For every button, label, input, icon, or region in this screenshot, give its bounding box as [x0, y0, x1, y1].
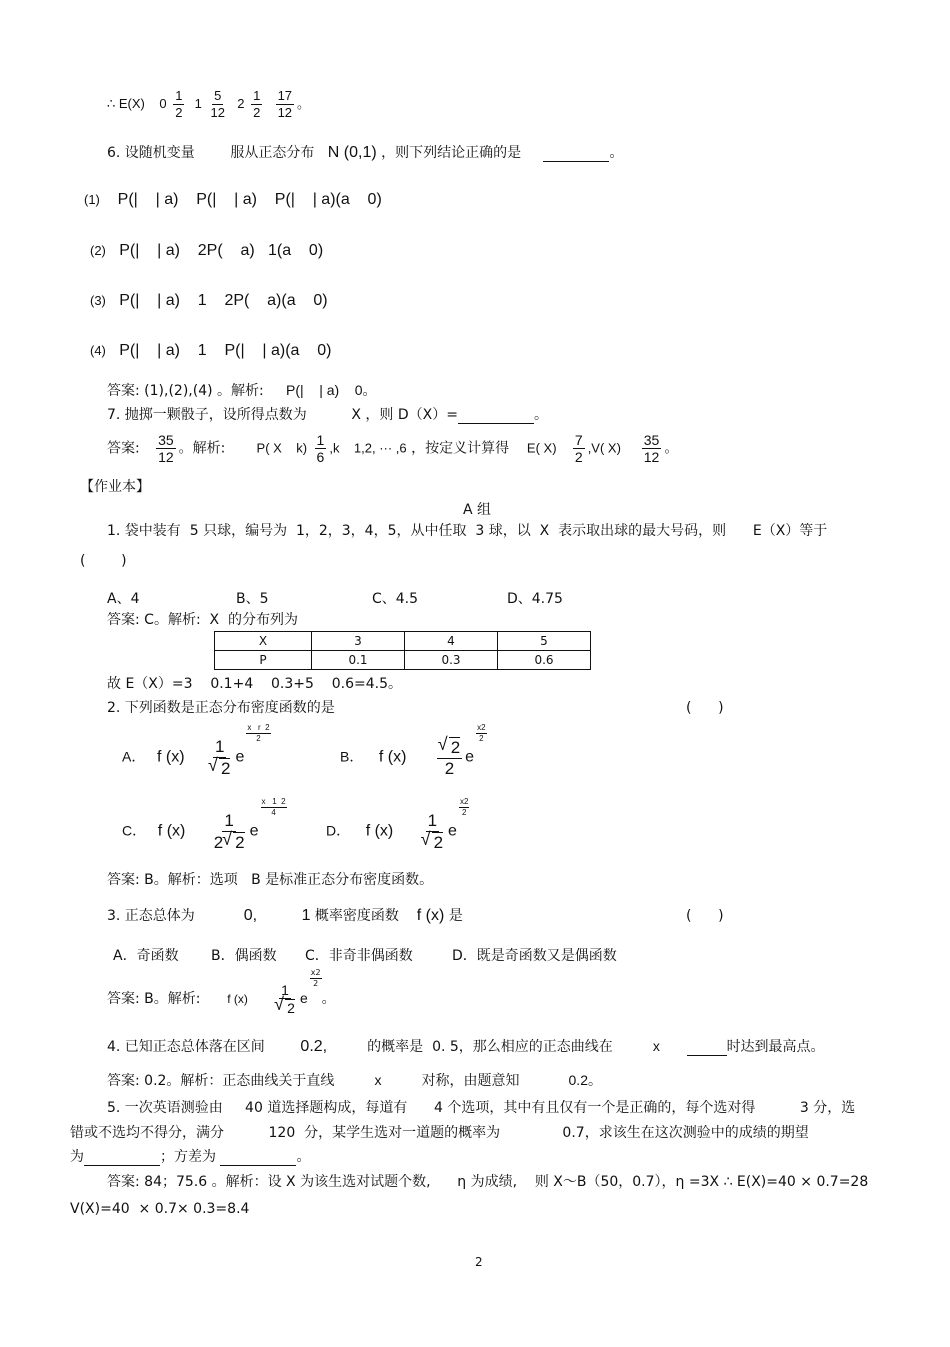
- fraction: $\frac{35}{12}$: [643, 432, 660, 465]
- h1-conclusion: 故 E（X）=3 0.1+4 0.3+5 0.6=4.5。: [107, 676, 402, 692]
- text: 。: [533, 407, 548, 423]
- text: 的概率是 0. 5，那么相应的正态曲线在: [367, 1039, 613, 1055]
- h1-choice-b: B、5: [236, 591, 269, 607]
- h3-choice-b: B．偶函数: [211, 948, 277, 964]
- text: 3. 正态总体为: [107, 908, 195, 924]
- fraction: $\frac{1}{6}$: [316, 432, 325, 465]
- text: 答案: 0.2。解析：正态曲线关于直线: [107, 1073, 335, 1089]
- h5-answer-1: 答案: 84；75.6 。解析：设 X 为该生选对试题个数, η 为成绩, 则 X～B（50，0.7），η =3X ∴ E(X)=40 × 0.7=28: [107, 1174, 869, 1190]
- text: e: [235, 748, 245, 766]
- h2-answer: 答案: B。解析：选项 B 是标准正态分布密度函数。: [107, 872, 434, 888]
- h1-answer: 答案: C。解析: X 的分布列为: [107, 612, 299, 628]
- fraction: $\frac{5}{12}$: [210, 88, 225, 120]
- text: 。: [609, 145, 624, 161]
- text: 答案:: [107, 440, 140, 457]
- text: e: [249, 822, 259, 840]
- text: 2: [237, 95, 245, 111]
- exponent: $\frac{x 1 2}{4}$: [261, 797, 286, 817]
- text: P(| | a) P(| | a) P(| | a)(a 0): [117, 191, 382, 208]
- answer-blank: [687, 1041, 727, 1056]
- fraction: $\frac{7}{2}$: [574, 432, 583, 465]
- text: ，则下列结论正确的是: [381, 145, 522, 161]
- table-cell: 0.3: [405, 651, 498, 670]
- exponent: $\frac{x2}{2}$: [459, 797, 469, 817]
- answer-blank: [543, 147, 609, 162]
- section-title: 【作业本】: [80, 479, 150, 495]
- fraction: √ $\frac{2}{2}$: [437, 737, 462, 779]
- exponent: $\frac{\text{x r 2}}{2}$: [247, 723, 270, 743]
- h3-answer: [107, 968, 336, 1016]
- text: ，按定义计算得: [411, 440, 510, 457]
- fraction: 1 √ 2: [273, 982, 297, 1016]
- h1-choice-a: A、4: [107, 591, 140, 607]
- h4-answer: [107, 1071, 602, 1090]
- homework-5-line-3: [70, 1148, 310, 1166]
- h2-option-b: [340, 723, 487, 779]
- text: (3): [90, 293, 106, 308]
- text: X: [351, 407, 361, 423]
- q7-answer: [107, 432, 678, 465]
- h2-option-a: [122, 723, 271, 779]
- text: 概率密度函数: [314, 908, 399, 924]
- text: 4. 已知正态总体落在区间: [107, 1039, 265, 1055]
- text: 。解析:: [178, 440, 226, 457]
- text: 服从正态分布: [230, 145, 315, 161]
- q6-answer: [107, 381, 377, 400]
- homework-2: 2. 下列函数是正态分布密度函数的是: [107, 700, 335, 716]
- text: 。: [362, 383, 377, 399]
- text: C．: [122, 822, 147, 839]
- h1-choice-c: C、4.5: [372, 591, 419, 607]
- page-number: 2: [475, 1255, 483, 1269]
- text: 1: [194, 95, 202, 111]
- text: N (0,1): [327, 144, 377, 161]
- table-cell: 3: [312, 632, 405, 651]
- fraction: $\frac{17}{12}$: [277, 88, 293, 120]
- text: 是: [448, 908, 463, 924]
- homework-3: [107, 907, 463, 925]
- homework-3-paren: ( ): [686, 908, 724, 924]
- text: 答案: B。解析:: [107, 991, 201, 1007]
- text: f (x): [157, 748, 185, 766]
- text: (1): [84, 192, 100, 207]
- text: 6. 设随机变量: [107, 145, 195, 161]
- text: D．: [326, 822, 351, 839]
- text: E( X): [526, 440, 557, 456]
- text: B．: [340, 748, 364, 765]
- q6-option-4: [90, 342, 331, 360]
- table-row: [215, 632, 591, 651]
- text: P(| | a) 1 2P( a)(a 0): [119, 292, 328, 309]
- text: P(| | a) 2P( a) 1(a 0): [119, 242, 324, 259]
- text: 。: [297, 95, 311, 111]
- text: f (x): [365, 822, 394, 840]
- q6-option-3: [90, 292, 328, 310]
- answer-blank: [84, 1151, 160, 1166]
- homework-4: [107, 1037, 825, 1056]
- homework-5-line-1: 5. 一次英语测验由 40 道选择题构成，每道有 4 个选项，其中有且仅有一个是正确的，每个选对得 3 分，选: [107, 1100, 856, 1116]
- table-cell: 0.6: [498, 651, 591, 670]
- homework-1-paren: ( ): [80, 553, 127, 569]
- text: 为: [70, 1149, 84, 1165]
- fraction: $\frac{1}{2}$: [253, 88, 261, 120]
- distribution-table: [214, 631, 591, 670]
- text: (4): [90, 343, 106, 358]
- h3-choice-c: C．非奇非偶函数: [305, 948, 413, 964]
- table-cell: 0.1: [312, 651, 405, 670]
- text: x: [374, 1072, 382, 1088]
- homework-2-paren: ( ): [686, 700, 724, 716]
- text: 。: [587, 1073, 602, 1089]
- h5-answer-2: V(X)=40 × 0.7× 0.3=8.4: [70, 1201, 250, 1217]
- text: 。: [664, 440, 679, 457]
- fraction: $\frac{1}{2√ 2}$: [212, 811, 247, 853]
- text: f (x): [378, 748, 407, 766]
- q6-option-2: [90, 242, 323, 260]
- h3-choice-a: A．奇函数: [113, 948, 179, 964]
- question-6: [107, 144, 623, 162]
- answer-blank: [458, 409, 534, 424]
- fraction: $\frac{1}{2}$: [175, 88, 183, 120]
- text: 7. 抛掷一颗骰子，设所得点数为: [107, 407, 307, 423]
- group-title: A 组: [463, 502, 492, 518]
- h3-choice-d: D．既是奇函数又是偶函数: [452, 948, 617, 964]
- homework-5-line-2: 错或不选均不得分，满分 120 分，某学生选对一道题的概率为 0.7，求该生在这次测验中的成绩的期望: [70, 1125, 809, 1141]
- text: 时达到最高点。: [726, 1039, 825, 1055]
- question-7: [107, 406, 548, 424]
- q6-option-1: [84, 191, 382, 209]
- fraction: 1 √ 2: [207, 737, 232, 779]
- text: 。: [296, 1149, 311, 1165]
- text: ,k 1,2, ··· ,6: [329, 440, 407, 456]
- text: x: [652, 1038, 660, 1054]
- text: e: [465, 748, 475, 766]
- text: 0, 1: [243, 907, 311, 924]
- text: 对称，由题意知: [421, 1073, 520, 1089]
- text: ；方差为: [160, 1149, 216, 1165]
- text: f (x): [227, 992, 248, 1006]
- table-cell: 5: [498, 632, 591, 651]
- text: e: [299, 990, 308, 1006]
- exponent: $\frac{x2}{2}$: [477, 723, 486, 743]
- expectation-line: [107, 88, 310, 121]
- homework-1: 1. 袋中装有 5 只球，编号为 1，2，3，4，5，从中任取 3 球，以 X 表示取出球的最大号码，则 E（X）等于: [107, 523, 828, 539]
- text: P(| | a) 0: [286, 382, 363, 398]
- table-cell: P: [215, 651, 312, 670]
- text: e: [448, 822, 457, 840]
- h1-choice-d: D、4.75: [507, 591, 563, 607]
- text: f (x): [416, 907, 445, 924]
- text: 。: [321, 991, 336, 1007]
- text: ，则 D（X）=: [365, 407, 458, 423]
- text: P( X k): [256, 440, 308, 456]
- h2-option-d: [326, 797, 469, 853]
- text: ,V( X): [587, 440, 621, 456]
- fraction: 1 √ 2: [420, 811, 445, 853]
- text: ∴ E(X): [107, 95, 145, 111]
- text: f (x): [157, 822, 186, 840]
- table-cell: X: [215, 632, 312, 651]
- table-row: [215, 651, 591, 670]
- answer-blank: [220, 1151, 296, 1166]
- text: 0: [159, 95, 167, 111]
- text: 0.2: [568, 1072, 588, 1088]
- text: A．: [122, 748, 146, 765]
- h2-option-c: [122, 797, 287, 853]
- exponent: $\frac{x2}{2}$: [310, 968, 321, 988]
- table-cell: 4: [405, 632, 498, 651]
- text: P(| | a) 1 P(| | a)(a 0): [119, 342, 332, 359]
- text: 0.2,: [300, 1038, 328, 1055]
- text: (2): [90, 243, 106, 258]
- text: 答案: (1),(2),(4) 。解析:: [107, 383, 264, 399]
- fraction: $\frac{35}{12}$: [158, 432, 174, 465]
